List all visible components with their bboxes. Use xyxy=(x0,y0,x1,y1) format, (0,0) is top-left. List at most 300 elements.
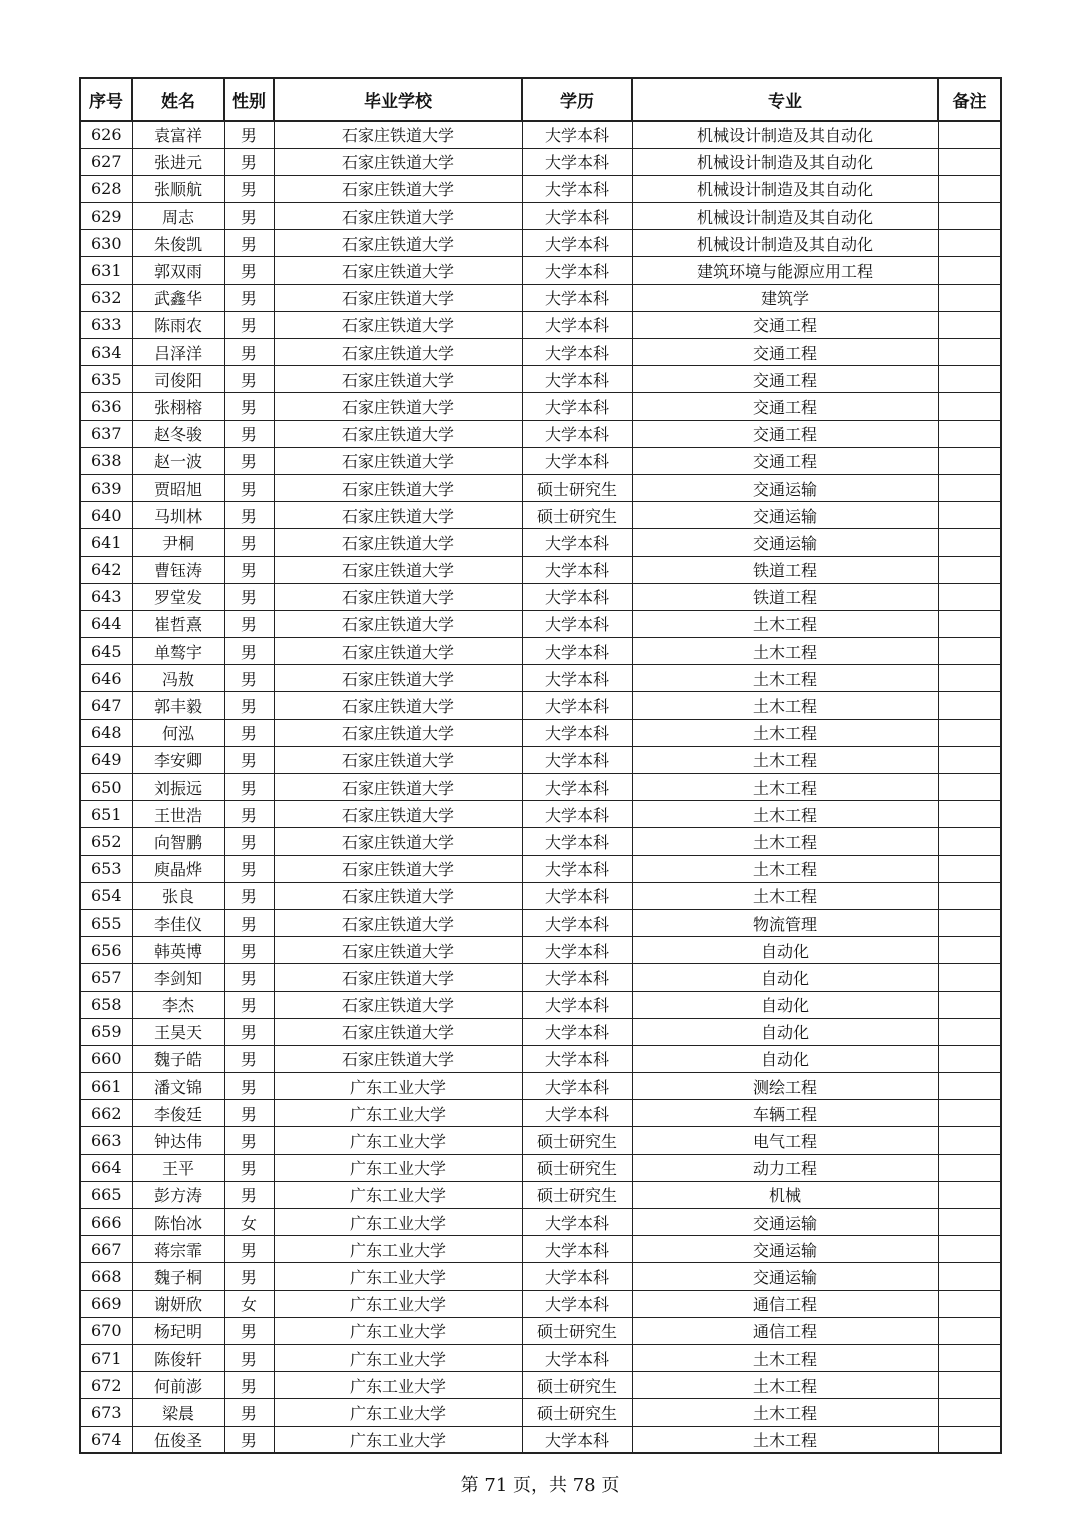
cell-remarks xyxy=(938,937,1001,964)
cell-index: 658 xyxy=(80,991,132,1018)
cell-remarks xyxy=(938,828,1001,855)
cell-name: 罗堂发 xyxy=(132,583,224,610)
cell-gender: 男 xyxy=(224,1344,274,1371)
cell-remarks xyxy=(938,1181,1001,1208)
cell-name: 赵冬骏 xyxy=(132,420,224,447)
cell-name: 王昊天 xyxy=(132,1018,224,1045)
cell-major: 机械设计制造及其自动化 xyxy=(632,230,938,257)
cell-index: 665 xyxy=(80,1181,132,1208)
cell-remarks xyxy=(938,1154,1001,1181)
cell-name: 李俊廷 xyxy=(132,1100,224,1127)
table-row xyxy=(80,339,1001,366)
table-row xyxy=(80,203,1001,230)
cell-major: 土木工程 xyxy=(632,774,938,801)
cell-name: 赵一波 xyxy=(132,447,224,474)
cell-major: 交通工程 xyxy=(632,339,938,366)
cell-index: 637 xyxy=(80,420,132,447)
cell-degree: 硕士研究生 xyxy=(522,474,632,501)
cell-index: 660 xyxy=(80,1045,132,1072)
cell-remarks xyxy=(938,529,1001,556)
cell-degree: 大学本科 xyxy=(522,366,632,393)
cell-degree: 大学本科 xyxy=(522,1100,632,1127)
cell-degree: 大学本科 xyxy=(522,284,632,311)
cell-remarks xyxy=(938,366,1001,393)
table-row xyxy=(80,121,1001,148)
cell-remarks xyxy=(938,610,1001,637)
cell-degree: 大学本科 xyxy=(522,420,632,447)
header-gender: 性别 xyxy=(224,78,274,121)
cell-gender: 男 xyxy=(224,1426,274,1453)
cell-degree: 大学本科 xyxy=(522,1426,632,1453)
cell-name: 王世浩 xyxy=(132,801,224,828)
cell-name: 梁晨 xyxy=(132,1399,224,1426)
cell-remarks xyxy=(938,964,1001,991)
cell-gender: 男 xyxy=(224,937,274,964)
cell-remarks xyxy=(938,1018,1001,1045)
cell-index: 668 xyxy=(80,1263,132,1290)
cell-index: 673 xyxy=(80,1399,132,1426)
cell-name: 马圳林 xyxy=(132,502,224,529)
cell-school: 广东工业大学 xyxy=(274,1100,522,1127)
cell-name: 陈怡冰 xyxy=(132,1209,224,1236)
cell-major: 自动化 xyxy=(632,964,938,991)
cell-degree: 大学本科 xyxy=(522,1263,632,1290)
cell-remarks xyxy=(938,121,1001,148)
table-row xyxy=(80,1290,1001,1317)
cell-school: 广东工业大学 xyxy=(274,1127,522,1154)
cell-gender: 男 xyxy=(224,583,274,610)
cell-gender: 男 xyxy=(224,148,274,175)
cell-major: 机械设计制造及其自动化 xyxy=(632,175,938,202)
cell-school: 石家庄铁道大学 xyxy=(274,311,522,338)
cell-remarks xyxy=(938,339,1001,366)
table-row xyxy=(80,447,1001,474)
cell-index: 652 xyxy=(80,828,132,855)
cell-school: 石家庄铁道大学 xyxy=(274,855,522,882)
cell-name: 杨玘明 xyxy=(132,1317,224,1344)
cell-index: 632 xyxy=(80,284,132,311)
cell-remarks xyxy=(938,991,1001,1018)
cell-gender: 男 xyxy=(224,230,274,257)
cell-index: 626 xyxy=(80,121,132,148)
cell-gender: 男 xyxy=(224,719,274,746)
cell-index: 667 xyxy=(80,1236,132,1263)
cell-degree: 大学本科 xyxy=(522,1073,632,1100)
cell-index: 627 xyxy=(80,148,132,175)
cell-name: 陈俊轩 xyxy=(132,1344,224,1371)
cell-degree: 硕士研究生 xyxy=(522,502,632,529)
cell-index: 640 xyxy=(80,502,132,529)
cell-degree: 硕士研究生 xyxy=(522,1127,632,1154)
cell-school: 石家庄铁道大学 xyxy=(274,529,522,556)
cell-remarks xyxy=(938,665,1001,692)
cell-degree: 大学本科 xyxy=(522,964,632,991)
cell-major: 土木工程 xyxy=(632,801,938,828)
cell-remarks xyxy=(938,1127,1001,1154)
cell-gender: 男 xyxy=(224,909,274,936)
cell-school: 广东工业大学 xyxy=(274,1209,522,1236)
cell-major: 土木工程 xyxy=(632,828,938,855)
cell-index: 639 xyxy=(80,474,132,501)
table-row xyxy=(80,175,1001,202)
header-remarks: 备注 xyxy=(938,78,1001,121)
cell-major: 土木工程 xyxy=(632,746,938,773)
cell-name: 郭丰毅 xyxy=(132,692,224,719)
cell-gender: 男 xyxy=(224,855,274,882)
cell-remarks xyxy=(938,855,1001,882)
cell-remarks xyxy=(938,638,1001,665)
cell-school: 广东工业大学 xyxy=(274,1181,522,1208)
cell-gender: 男 xyxy=(224,366,274,393)
cell-school: 石家庄铁道大学 xyxy=(274,964,522,991)
cell-major: 交通运输 xyxy=(632,529,938,556)
cell-major: 铁道工程 xyxy=(632,583,938,610)
table-row xyxy=(80,1018,1001,1045)
cell-major: 交通运输 xyxy=(632,1263,938,1290)
cell-major: 土木工程 xyxy=(632,638,938,665)
cell-gender: 男 xyxy=(224,692,274,719)
cell-name: 司俊阳 xyxy=(132,366,224,393)
table-row xyxy=(80,420,1001,447)
cell-remarks xyxy=(938,1209,1001,1236)
cell-degree: 硕士研究生 xyxy=(522,1154,632,1181)
cell-school: 石家庄铁道大学 xyxy=(274,230,522,257)
cell-gender: 男 xyxy=(224,882,274,909)
cell-degree: 大学本科 xyxy=(522,447,632,474)
cell-major: 自动化 xyxy=(632,1045,938,1072)
cell-degree: 大学本科 xyxy=(522,203,632,230)
table-row xyxy=(80,366,1001,393)
cell-index: 643 xyxy=(80,583,132,610)
cell-remarks xyxy=(938,203,1001,230)
cell-degree: 大学本科 xyxy=(522,719,632,746)
cell-degree: 大学本科 xyxy=(522,1045,632,1072)
cell-name: 庾晶烨 xyxy=(132,855,224,882)
cell-remarks xyxy=(938,1426,1001,1453)
cell-gender: 女 xyxy=(224,1290,274,1317)
cell-major: 自动化 xyxy=(632,937,938,964)
cell-name: 单骜宇 xyxy=(132,638,224,665)
cell-remarks xyxy=(938,1372,1001,1399)
cell-remarks xyxy=(938,230,1001,257)
cell-index: 636 xyxy=(80,393,132,420)
cell-remarks xyxy=(938,583,1001,610)
cell-index: 638 xyxy=(80,447,132,474)
cell-major: 交通工程 xyxy=(632,311,938,338)
cell-school: 石家庄铁道大学 xyxy=(274,882,522,909)
table-row xyxy=(80,148,1001,175)
cell-index: 671 xyxy=(80,1344,132,1371)
cell-major: 物流管理 xyxy=(632,909,938,936)
cell-gender: 男 xyxy=(224,964,274,991)
cell-name: 谢妍欣 xyxy=(132,1290,224,1317)
cell-index: 642 xyxy=(80,556,132,583)
cell-gender: 男 xyxy=(224,311,274,338)
cell-remarks xyxy=(938,1344,1001,1371)
cell-major: 机械 xyxy=(632,1181,938,1208)
cell-school: 广东工业大学 xyxy=(274,1236,522,1263)
cell-remarks xyxy=(938,1045,1001,1072)
table-row xyxy=(80,882,1001,909)
cell-gender: 男 xyxy=(224,284,274,311)
table-row xyxy=(80,1426,1001,1453)
cell-school: 石家庄铁道大学 xyxy=(274,393,522,420)
cell-gender: 男 xyxy=(224,1018,274,1045)
cell-school: 石家庄铁道大学 xyxy=(274,937,522,964)
cell-school: 广东工业大学 xyxy=(274,1317,522,1344)
cell-index: 654 xyxy=(80,882,132,909)
cell-major: 土木工程 xyxy=(632,1426,938,1453)
cell-degree: 大学本科 xyxy=(522,1209,632,1236)
cell-index: 631 xyxy=(80,257,132,284)
cell-remarks xyxy=(938,746,1001,773)
cell-index: 656 xyxy=(80,937,132,964)
cell-degree: 大学本科 xyxy=(522,1344,632,1371)
cell-gender: 男 xyxy=(224,1181,274,1208)
cell-gender: 男 xyxy=(224,774,274,801)
cell-major: 动力工程 xyxy=(632,1154,938,1181)
table-row xyxy=(80,1372,1001,1399)
cell-index: 650 xyxy=(80,774,132,801)
cell-major: 建筑学 xyxy=(632,284,938,311)
cell-gender: 男 xyxy=(224,203,274,230)
cell-degree: 大学本科 xyxy=(522,529,632,556)
roster-table-container xyxy=(79,77,1000,1454)
header-row xyxy=(80,78,1001,121)
cell-remarks xyxy=(938,311,1001,338)
cell-name: 钟达伟 xyxy=(132,1127,224,1154)
cell-remarks xyxy=(938,393,1001,420)
cell-major: 交通工程 xyxy=(632,420,938,447)
cell-name: 郭双雨 xyxy=(132,257,224,284)
cell-name: 贾昭旭 xyxy=(132,474,224,501)
cell-school: 石家庄铁道大学 xyxy=(274,474,522,501)
cell-name: 刘振远 xyxy=(132,774,224,801)
cell-major: 通信工程 xyxy=(632,1317,938,1344)
table-row xyxy=(80,1344,1001,1371)
table-row xyxy=(80,991,1001,1018)
cell-school: 石家庄铁道大学 xyxy=(274,203,522,230)
cell-school: 广东工业大学 xyxy=(274,1154,522,1181)
cell-major: 车辆工程 xyxy=(632,1100,938,1127)
cell-degree: 大学本科 xyxy=(522,121,632,148)
table-row xyxy=(80,964,1001,991)
cell-name: 何前澎 xyxy=(132,1372,224,1399)
table-row xyxy=(80,1209,1001,1236)
cell-major: 土木工程 xyxy=(632,665,938,692)
cell-remarks xyxy=(938,1100,1001,1127)
cell-name: 李剑知 xyxy=(132,964,224,991)
table-row xyxy=(80,556,1001,583)
cell-index: 669 xyxy=(80,1290,132,1317)
cell-remarks xyxy=(938,257,1001,284)
cell-index: 633 xyxy=(80,311,132,338)
cell-name: 周志 xyxy=(132,203,224,230)
cell-name: 张顺航 xyxy=(132,175,224,202)
cell-name: 伍俊圣 xyxy=(132,1426,224,1453)
table-row xyxy=(80,1045,1001,1072)
table-row xyxy=(80,1127,1001,1154)
cell-major: 机械设计制造及其自动化 xyxy=(632,203,938,230)
roster-table xyxy=(79,77,1002,1454)
cell-degree: 大学本科 xyxy=(522,882,632,909)
cell-name: 李佳仪 xyxy=(132,909,224,936)
cell-school: 石家庄铁道大学 xyxy=(274,583,522,610)
cell-gender: 男 xyxy=(224,175,274,202)
cell-school: 石家庄铁道大学 xyxy=(274,175,522,202)
cell-index: 651 xyxy=(80,801,132,828)
cell-name: 韩英博 xyxy=(132,937,224,964)
cell-remarks xyxy=(938,1317,1001,1344)
cell-name: 何泓 xyxy=(132,719,224,746)
cell-degree: 硕士研究生 xyxy=(522,1372,632,1399)
cell-name: 魏子皓 xyxy=(132,1045,224,1072)
table-row xyxy=(80,692,1001,719)
table-row xyxy=(80,665,1001,692)
cell-school: 石家庄铁道大学 xyxy=(274,828,522,855)
page-footer: 第 71 页，共 78 页 xyxy=(460,1475,620,1496)
cell-degree: 大学本科 xyxy=(522,1290,632,1317)
cell-gender: 男 xyxy=(224,420,274,447)
cell-school: 广东工业大学 xyxy=(274,1073,522,1100)
cell-school: 石家庄铁道大学 xyxy=(274,420,522,447)
cell-gender: 男 xyxy=(224,1127,274,1154)
cell-remarks xyxy=(938,447,1001,474)
cell-index: 635 xyxy=(80,366,132,393)
cell-name: 曹钰涛 xyxy=(132,556,224,583)
cell-index: 661 xyxy=(80,1073,132,1100)
table-row xyxy=(80,284,1001,311)
cell-gender: 男 xyxy=(224,638,274,665)
cell-gender: 男 xyxy=(224,1045,274,1072)
cell-degree: 大学本科 xyxy=(522,148,632,175)
cell-major: 自动化 xyxy=(632,991,938,1018)
cell-index: 670 xyxy=(80,1317,132,1344)
cell-degree: 大学本科 xyxy=(522,1018,632,1045)
table-row xyxy=(80,583,1001,610)
cell-remarks xyxy=(938,1290,1001,1317)
cell-major: 电气工程 xyxy=(632,1127,938,1154)
cell-gender: 男 xyxy=(224,393,274,420)
cell-degree: 大学本科 xyxy=(522,909,632,936)
cell-school: 石家庄铁道大学 xyxy=(274,746,522,773)
cell-name: 吕泽洋 xyxy=(132,339,224,366)
table-row xyxy=(80,1236,1001,1263)
cell-name: 王平 xyxy=(132,1154,224,1181)
cell-index: 649 xyxy=(80,746,132,773)
cell-school: 石家庄铁道大学 xyxy=(274,121,522,148)
cell-school: 石家庄铁道大学 xyxy=(274,502,522,529)
cell-major: 建筑环境与能源应用工程 xyxy=(632,257,938,284)
cell-remarks xyxy=(938,284,1001,311)
cell-major: 交通运输 xyxy=(632,1236,938,1263)
cell-degree: 大学本科 xyxy=(522,583,632,610)
cell-remarks xyxy=(938,719,1001,746)
cell-degree: 大学本科 xyxy=(522,855,632,882)
cell-gender: 男 xyxy=(224,502,274,529)
cell-degree: 大学本科 xyxy=(522,175,632,202)
cell-school: 石家庄铁道大学 xyxy=(274,991,522,1018)
cell-degree: 大学本科 xyxy=(522,746,632,773)
header-major: 专业 xyxy=(632,78,938,121)
cell-major: 铁道工程 xyxy=(632,556,938,583)
cell-school: 石家庄铁道大学 xyxy=(274,1018,522,1045)
cell-gender: 男 xyxy=(224,665,274,692)
table-row xyxy=(80,1181,1001,1208)
cell-school: 石家庄铁道大学 xyxy=(274,692,522,719)
table-row xyxy=(80,1154,1001,1181)
cell-gender: 男 xyxy=(224,1073,274,1100)
cell-degree: 大学本科 xyxy=(522,311,632,338)
table-row xyxy=(80,474,1001,501)
table-row xyxy=(80,801,1001,828)
cell-degree: 硕士研究生 xyxy=(522,1317,632,1344)
cell-major: 机械设计制造及其自动化 xyxy=(632,121,938,148)
cell-degree: 大学本科 xyxy=(522,774,632,801)
cell-index: 641 xyxy=(80,529,132,556)
cell-gender: 女 xyxy=(224,1209,274,1236)
cell-name: 崔哲熹 xyxy=(132,610,224,637)
cell-gender: 男 xyxy=(224,991,274,1018)
cell-degree: 大学本科 xyxy=(522,937,632,964)
cell-gender: 男 xyxy=(224,529,274,556)
cell-name: 冯敖 xyxy=(132,665,224,692)
cell-major: 土木工程 xyxy=(632,855,938,882)
cell-index: 628 xyxy=(80,175,132,202)
cell-school: 石家庄铁道大学 xyxy=(274,719,522,746)
cell-index: 653 xyxy=(80,855,132,882)
cell-name: 张良 xyxy=(132,882,224,909)
cell-gender: 男 xyxy=(224,1263,274,1290)
cell-index: 644 xyxy=(80,610,132,637)
cell-name: 李安卿 xyxy=(132,746,224,773)
cell-major: 土木工程 xyxy=(632,1372,938,1399)
cell-major: 自动化 xyxy=(632,1018,938,1045)
cell-school: 石家庄铁道大学 xyxy=(274,610,522,637)
cell-major: 交通运输 xyxy=(632,474,938,501)
cell-name: 李杰 xyxy=(132,991,224,1018)
cell-degree: 大学本科 xyxy=(522,828,632,855)
cell-school: 石家庄铁道大学 xyxy=(274,257,522,284)
cell-degree: 大学本科 xyxy=(522,665,632,692)
table-row xyxy=(80,1399,1001,1426)
cell-index: 646 xyxy=(80,665,132,692)
cell-remarks xyxy=(938,882,1001,909)
cell-school: 广东工业大学 xyxy=(274,1344,522,1371)
cell-school: 石家庄铁道大学 xyxy=(274,1045,522,1072)
cell-gender: 男 xyxy=(224,828,274,855)
cell-index: 629 xyxy=(80,203,132,230)
cell-major: 交通运输 xyxy=(632,502,938,529)
cell-major: 土木工程 xyxy=(632,610,938,637)
cell-remarks xyxy=(938,1263,1001,1290)
cell-name: 尹桐 xyxy=(132,529,224,556)
cell-major: 交通工程 xyxy=(632,447,938,474)
cell-index: 655 xyxy=(80,909,132,936)
table-row xyxy=(80,638,1001,665)
cell-remarks xyxy=(938,692,1001,719)
cell-degree: 大学本科 xyxy=(522,1236,632,1263)
header-index: 序号 xyxy=(80,78,132,121)
cell-gender: 男 xyxy=(224,121,274,148)
cell-remarks xyxy=(938,502,1001,529)
cell-index: 674 xyxy=(80,1426,132,1453)
cell-major: 交通工程 xyxy=(632,366,938,393)
cell-gender: 男 xyxy=(224,1236,274,1263)
cell-name: 魏子桐 xyxy=(132,1263,224,1290)
cell-degree: 大学本科 xyxy=(522,556,632,583)
cell-major: 测绘工程 xyxy=(632,1073,938,1100)
